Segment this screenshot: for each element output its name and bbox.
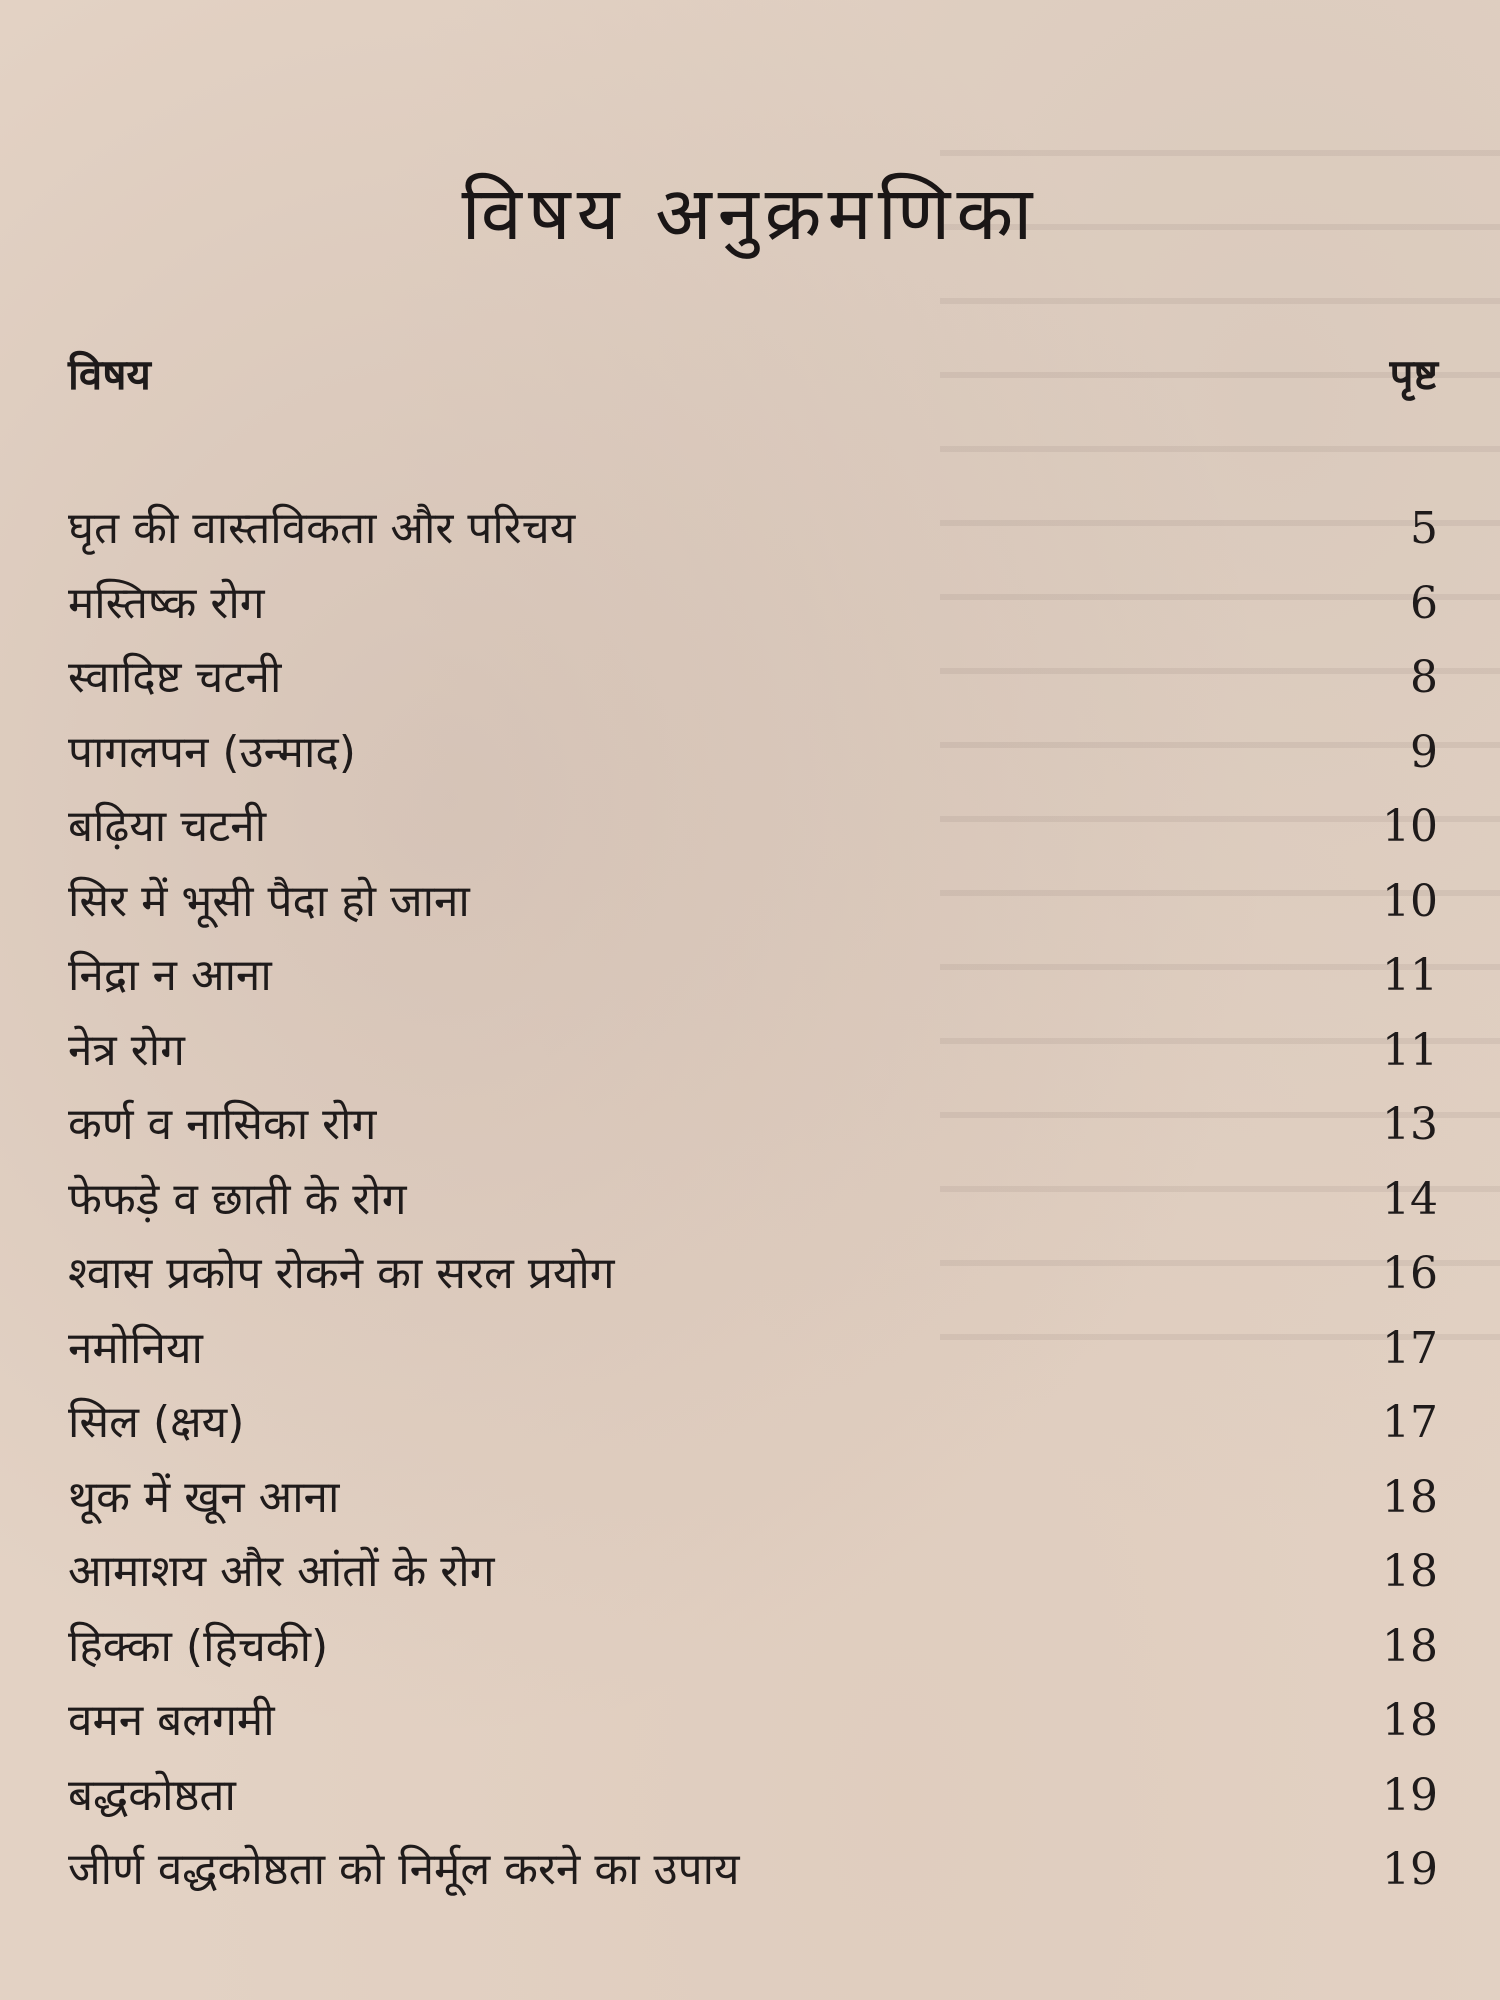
- toc-entry: [68, 865, 1438, 940]
- toc-page-number: 18: [1382, 1620, 1438, 1672]
- toc-topic: जीर्ण वद्धकोष्ठता को निर्मूल करने का उपाय: [68, 1844, 740, 1895]
- toc-topic: नेत्र रोग: [68, 1024, 185, 1076]
- toc-topic: मस्तिष्क रोग: [68, 577, 265, 629]
- toc-topic: फेफड़े व छाती के रोग: [68, 1173, 407, 1225]
- toc-entry: [68, 1759, 1438, 1834]
- toc-page-number: 13: [1382, 1099, 1438, 1150]
- toc-topic: घृत की वास्तविकता और परिचय: [68, 503, 576, 554]
- toc-page-number: 18: [1382, 1546, 1438, 1597]
- toc-entry: [68, 1014, 1438, 1089]
- toc-entry: [68, 939, 1438, 1014]
- page-title: विषय अनुक्रमणिका: [461, 171, 1039, 257]
- toc-topic: सिर में भूसी पैदा हो जाना: [68, 875, 470, 927]
- toc-entry: [68, 1461, 1438, 1536]
- toc-entry: [68, 1163, 1438, 1238]
- toc-page-number: 17: [1382, 1397, 1438, 1448]
- toc-entry: [68, 1610, 1438, 1685]
- topic-column-label: विषय: [68, 350, 151, 399]
- toc-topic: श्वास प्रकोप रोकने का सरल प्रयोग: [68, 1248, 615, 1299]
- toc-topic: स्वादिष्ट चटनी: [68, 652, 282, 703]
- toc-entry: [68, 1833, 1438, 1908]
- toc-list: [68, 492, 1438, 1908]
- toc-entry: [68, 1088, 1438, 1163]
- toc-topic: हिक्का (हिचकी): [68, 1620, 329, 1672]
- toc-page-number: 19: [1382, 1769, 1438, 1821]
- toc-topic: नमोनिया: [68, 1322, 203, 1374]
- toc-page-number: 18: [1382, 1471, 1438, 1523]
- toc-entry: [68, 492, 1438, 567]
- toc-topic: बद्धकोष्ठता: [68, 1769, 236, 1821]
- toc-entry: [68, 1237, 1438, 1312]
- toc-page-number: 17: [1382, 1322, 1438, 1374]
- toc-topic: बढ़िया चटनी: [68, 801, 267, 852]
- toc-topic: कर्ण व नासिका रोग: [68, 1099, 377, 1150]
- toc-page-number: 6: [1410, 577, 1438, 629]
- toc-topic: थूक में खून आना: [68, 1471, 340, 1523]
- toc-topic: निद्रा न आना: [68, 950, 272, 1001]
- toc-page-number: 11: [1382, 950, 1438, 1001]
- toc-entry: [68, 1535, 1438, 1610]
- toc-entry: [68, 1684, 1438, 1759]
- toc-page-number: 9: [1410, 726, 1438, 778]
- page-column-label: पृष्ट: [1389, 350, 1438, 399]
- toc-entry: [68, 1386, 1438, 1461]
- toc-page-number: 16: [1382, 1248, 1438, 1299]
- toc-entry: [68, 567, 1438, 642]
- toc-entry: [68, 641, 1438, 716]
- toc-topic: वमन बलगमी: [68, 1695, 275, 1746]
- toc-entry: [68, 790, 1438, 865]
- toc-topic: पागलपन (उन्माद): [68, 726, 356, 778]
- toc-page-number: 5: [1410, 503, 1438, 554]
- toc-page-number: 18: [1382, 1695, 1438, 1746]
- toc-page-number: 10: [1382, 801, 1438, 852]
- toc-page-number: 8: [1410, 652, 1438, 703]
- toc-page-number: 11: [1382, 1024, 1438, 1076]
- toc-entry: [68, 716, 1438, 791]
- toc-page-number: 19: [1382, 1844, 1438, 1895]
- toc-entry: [68, 1312, 1438, 1387]
- toc-page-number: 14: [1382, 1173, 1438, 1225]
- toc-topic: सिल (क्षय): [68, 1397, 245, 1448]
- toc-page-number: 10: [1382, 875, 1438, 927]
- toc-topic: आमाशय और आंतों के रोग: [68, 1546, 495, 1597]
- column-header: [68, 345, 1438, 405]
